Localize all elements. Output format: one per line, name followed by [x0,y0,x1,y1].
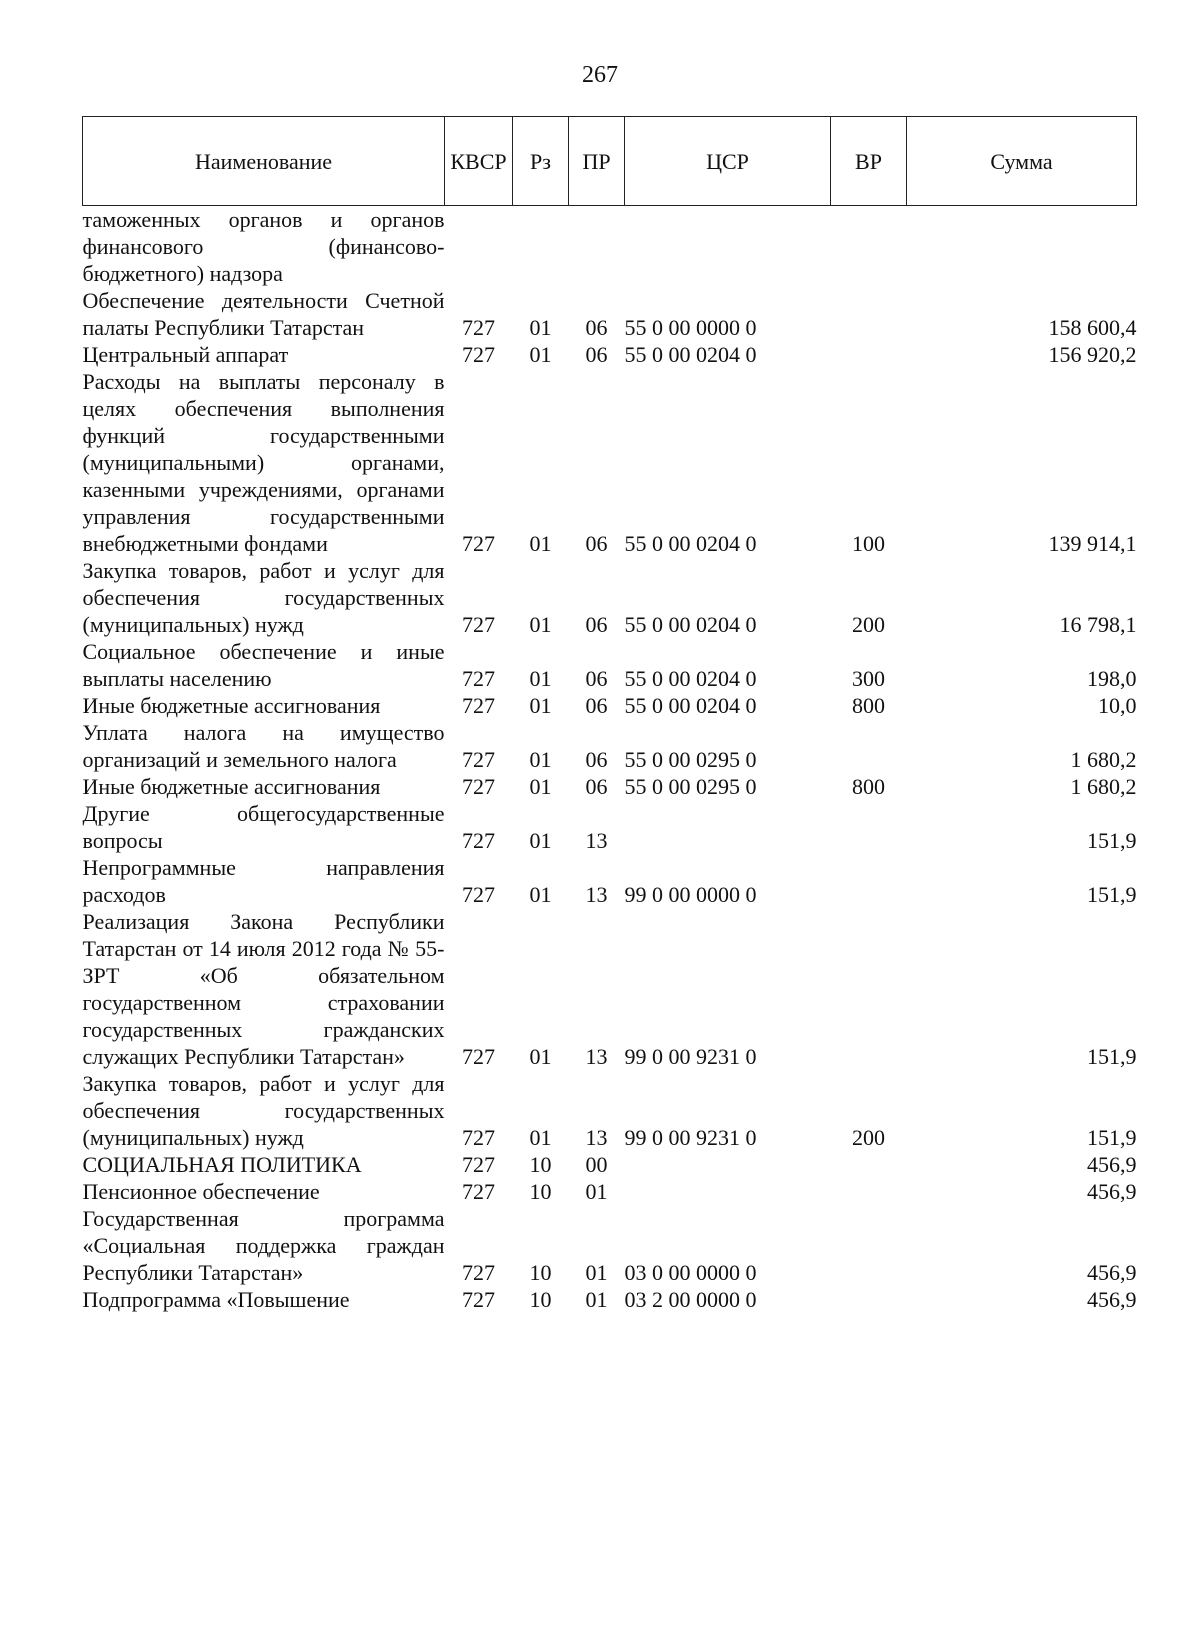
row-csr: 99 0 00 0000 0 [624,882,757,907]
row-name: Расходы на выплаты персоналу в целях обеспечения выполнения функций государственными (муниципальными) органами, казенными учреждениями, органами управления государственными внебюджетными фондами [82,369,445,556]
row-sum: 151,9 [1087,1125,1137,1150]
row-name: Государственная программа «Социальная поддержка граждан Республики Татарстан» [82,1206,445,1285]
row-csr: 55 0 00 0204 0 [624,612,757,637]
row-name: таможенных органов и органов финансового (финансово-бюджетного) надзора [82,207,445,286]
row-vr: 800 [852,693,885,718]
row-pr [569,206,625,288]
row-rz: 01 [529,531,552,556]
row-csr: 99 0 00 9231 0 [624,1125,757,1150]
row-vr [831,206,907,288]
row-name: Подпрограмма «Повышение [82,1287,350,1312]
row-pr: 06 [585,342,608,367]
row-name: Другие общегосударственные вопросы [82,801,445,853]
row-sum: 1 680,2 [1070,774,1137,799]
row-csr: 55 0 00 0204 0 [624,666,757,691]
row-name: Центральный аппарат [82,342,289,367]
row-pr: 06 [585,774,608,799]
row-vr [831,1205,907,1286]
table-row [83,341,1137,368]
row-sum: 456,9 [1087,1260,1137,1285]
row-csr: 55 0 00 0295 0 [624,774,757,799]
row-csr [625,800,831,854]
row-vr: 200 [852,612,885,637]
row-kvsr: 727 [462,342,495,367]
header-csr: ЦСР [625,117,831,206]
row-sum: 151,9 [1087,1044,1137,1069]
row-sum: 1 680,2 [1070,747,1137,772]
row-kvsr: 727 [462,531,495,556]
row-sum: 456,9 [1087,1287,1137,1312]
row-vr [831,800,907,854]
row-rz: 10 [529,1152,552,1177]
row-rz: 01 [529,693,552,718]
row-rz: 01 [529,315,552,340]
row-kvsr: 727 [462,693,495,718]
row-sum: 456,9 [1087,1179,1137,1204]
row-sum: 158 600,4 [1048,315,1137,340]
row-kvsr: 727 [462,612,495,637]
row-kvsr: 727 [462,1152,495,1177]
table-row [83,1070,1137,1151]
table-row [83,1151,1137,1178]
row-kvsr: 727 [462,1179,495,1204]
row-vr [831,1178,907,1205]
row-rz [513,206,569,288]
row-vr: 300 [852,666,885,691]
row-name: Обеспечение деятельности Счетной палаты Республики Татарстан [82,288,445,340]
header-sum: Сумма [907,117,1137,206]
row-rz: 10 [529,1179,552,1204]
table-row [83,287,1137,341]
row-kvsr: 727 [462,315,495,340]
table-row [83,557,1137,638]
row-pr: 13 [585,1125,608,1150]
row-sum: 16 798,1 [1059,612,1137,637]
row-vr [831,908,907,1070]
row-name: Социальное обеспечение и иные выплаты населению [82,639,445,691]
row-vr: 800 [852,774,885,799]
row-pr: 13 [585,882,608,907]
row-csr: 55 0 00 0204 0 [624,693,757,718]
row-vr [831,287,907,341]
table-row [83,1178,1137,1205]
row-kvsr: 727 [462,1044,495,1069]
row-name: Непрограммные направления расходов [82,855,445,907]
row-rz: 01 [529,666,552,691]
row-rz: 01 [529,1044,552,1069]
row-csr: 55 0 00 0204 0 [624,342,757,367]
row-kvsr: 727 [462,747,495,772]
row-pr: 06 [585,612,608,637]
row-kvsr [445,206,513,288]
header-row [83,117,1137,206]
row-name: Закупка товаров, работ и услуг для обеспечения государственных (муниципальных) нужд [82,558,445,637]
row-pr: 06 [585,666,608,691]
row-pr: 13 [585,1044,608,1069]
row-name: Иные бюджетные ассигнования [82,774,381,799]
table-row [83,206,1137,288]
row-sum: 139 914,1 [1048,531,1137,556]
row-rz: 10 [529,1287,552,1312]
row-vr [831,854,907,908]
budget-table [82,116,1137,1313]
table-row [83,800,1137,854]
table-header [83,117,1137,206]
row-csr: 55 0 00 0295 0 [624,747,757,772]
row-name: Уплата налога на имущество организаций и земельного налога [82,720,445,772]
row-rz: 01 [529,1125,552,1150]
row-vr: 100 [852,531,885,556]
row-rz: 01 [529,747,552,772]
row-csr: 03 2 00 0000 0 [624,1287,757,1312]
table-row [83,692,1137,719]
header-name: Наименование [83,117,445,206]
row-csr [625,1151,831,1178]
header-rz: Рз [513,117,569,206]
page-number: 267 [582,62,618,88]
row-kvsr: 727 [462,828,495,853]
row-vr [831,341,907,368]
row-csr: 99 0 00 9231 0 [624,1044,757,1069]
row-sum: 151,9 [1087,828,1137,853]
row-vr [831,1286,907,1313]
header-pr: ПР [569,117,625,206]
header-vr: ВР [831,117,907,206]
row-csr [625,206,831,288]
row-pr: 01 [585,1179,608,1204]
row-pr: 01 [585,1260,608,1285]
row-kvsr: 727 [462,1125,495,1150]
header-kvsr: КВСР [445,117,513,206]
table-row [83,638,1137,692]
row-name: Иные бюджетные ассигнования [82,693,381,718]
row-pr: 06 [585,531,608,556]
row-csr [625,1178,831,1205]
row-rz: 01 [529,882,552,907]
row-rz: 01 [529,828,552,853]
row-name: Закупка товаров, работ и услуг для обеспечения государственных (муниципальных) нужд [82,1071,445,1150]
row-pr: 13 [585,828,608,853]
row-sum: 10,0 [1098,693,1137,718]
row-vr [831,1151,907,1178]
row-pr: 06 [585,315,608,340]
row-name: СОЦИАЛЬНАЯ ПОЛИТИКА [82,1152,362,1177]
row-kvsr: 727 [462,1260,495,1285]
table-row [83,908,1137,1070]
row-pr: 01 [585,1287,608,1312]
row-kvsr: 727 [462,882,495,907]
row-kvsr: 727 [462,666,495,691]
row-rz: 10 [529,1260,552,1285]
row-rz: 01 [529,612,552,637]
row-csr: 55 0 00 0000 0 [624,315,757,340]
row-name: Пенсионное обеспечение [82,1179,320,1204]
table-row [83,368,1137,557]
row-sum: 456,9 [1087,1152,1137,1177]
row-sum: 198,0 [1087,666,1137,691]
row-rz: 01 [529,342,552,367]
row-rz: 01 [529,774,552,799]
row-sum: 151,9 [1087,882,1137,907]
table-row [83,719,1137,773]
row-sum: 156 920,2 [1048,342,1137,367]
row-csr: 03 0 00 0000 0 [624,1260,757,1285]
table-body [83,206,1137,1314]
row-name: Реализация Закона Республики Татарстан от 14 июля 2012 года № 55-ЗРТ «Об обязательном государственном страховании государственных гражданских служащих Республики Татарстан» [82,909,445,1069]
table-row [83,1286,1137,1313]
table-row [83,854,1137,908]
row-kvsr: 727 [462,1287,495,1312]
row-pr: 06 [585,693,608,718]
row-kvsr: 727 [462,774,495,799]
row-csr: 55 0 00 0204 0 [624,531,757,556]
row-pr: 00 [585,1152,608,1177]
row-pr: 06 [585,747,608,772]
table-row [83,773,1137,800]
row-vr [831,719,907,773]
row-sum [907,206,1137,288]
table-row [83,1205,1137,1286]
row-vr: 200 [852,1125,885,1150]
